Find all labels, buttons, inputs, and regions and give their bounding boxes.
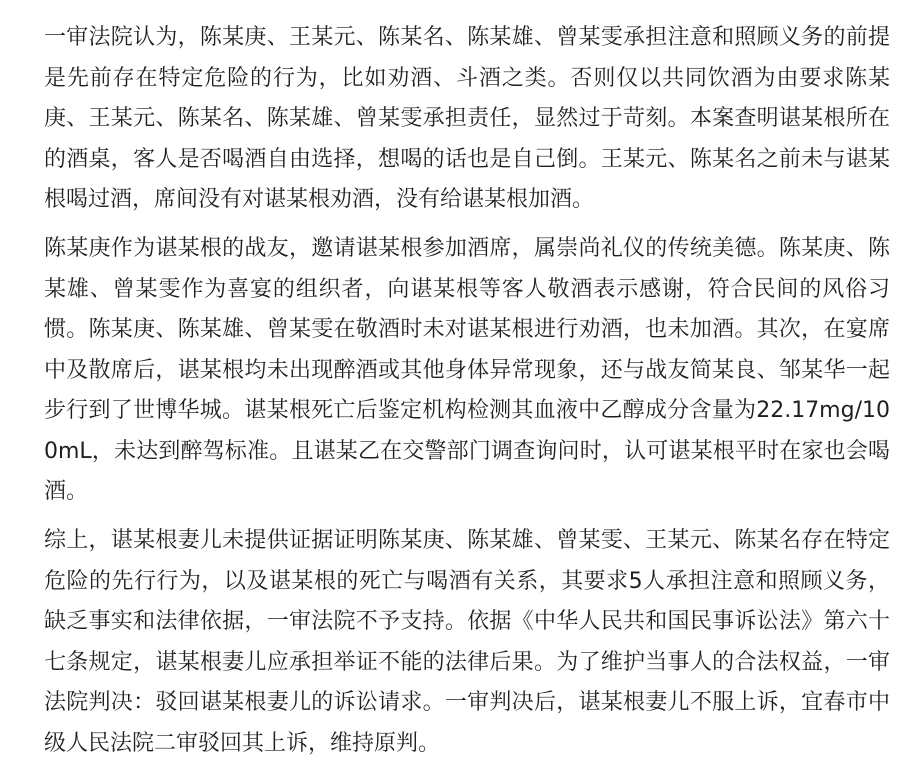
paragraph-judgment-conclusion: 综上，谌某根妻儿未提供证据证明陈某庚、陈某雄、曾某雯、王某元、陈某名存在特定危险的先行行为，以及谌某根的死亡与喝酒有关系，其要求5人承担注意和照顾义务，缺乏事实和法律依据，一审法院不予支持。依据《中华人民共和国民事诉讼法》第六十七条规定，谌某根妻儿应承担举证不能的法律后果。为了维护当事人的合法权益，一审法院判决：驳回谌某根妻儿的诉讼请求。一审判决后，谌某根妻儿不服上诉，宜春市中级人民法院二审驳回其上诉，维持原判。 <box>44 528 890 756</box>
paragraph-host-conduct: 陈某庚作为谌某根的战友，邀请谌某根参加酒席，属崇尚礼仪的传统美德。陈某庚、陈某雄、曾某雯作为喜宴的组织者，向谌某根等客人敬酒表示感谢，符合民间的风俗习惯。陈某庚、陈某雄、曾某雯在敬酒时未对谌某根进行劝酒，也未加酒。其次，在宴席中及散席后，谌某根均未出现醉酒或其他身体异常现象，还与战友简某良、邹某华一起步行到了世博华城。谌某根死亡后鉴定机构检测其血液中乙醇成分含量为22.17mg/100mL，未达到醉驾标准。且谌某乙在交警部门调查询问时，认可谌某根平时在家也会喝酒。 <box>44 236 890 504</box>
paragraph-first-instance-reasoning: 一审法院认为，陈某庚、王某元、陈某名、陈某雄、曾某雯承担注意和照顾义务的前提是先前存在特定危险的行为，比如劝酒、斗酒之类。否则仅以共同饮酒为由要求陈某庚、王某元、陈某名、陈某雄、曾某雯承担责任，显然过于苛刻。本案查明谌某根所在的酒桌，客人是否喝酒自由选择，想喝的话也是自己倒。王某元、陈某名之前未与谌某根喝过酒，席间没有对谌某根劝酒，没有给谌某根加酒。 <box>44 25 890 212</box>
